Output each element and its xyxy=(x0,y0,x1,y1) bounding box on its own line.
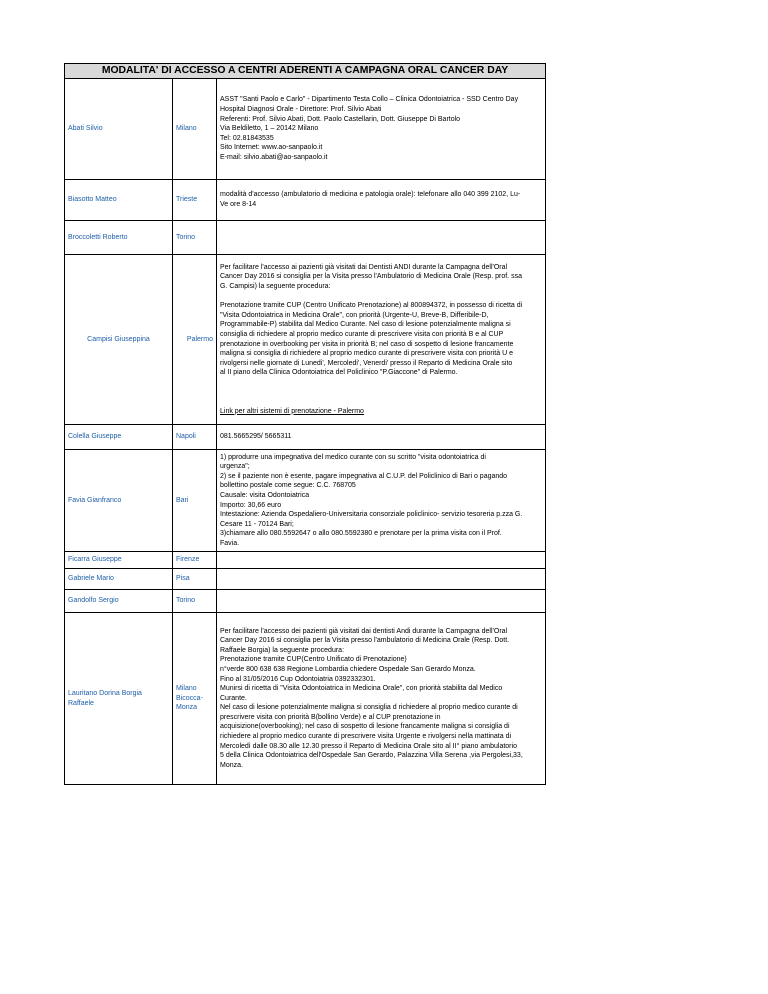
info-line: Intestazione: Azienda Ospedaliero-Universitaria consorziale policlinico- servizio tesoreria p.zza G. xyxy=(220,511,523,519)
info-line: Per facilitare l'accesso ai pazienti già visitati dai Dentisti ANDI durante la Campagna dell'Oral xyxy=(220,263,508,271)
info-line: prescrivere visita con priorità B(bollino Verde) e al CUP prenotazione in xyxy=(220,713,441,721)
info-line: rivolgersi nelle giornate di Lunedi', Mercoledi', Venerdi' presso il Reparto di Medicina Orale sito xyxy=(220,359,513,367)
booking-link[interactable]: Link per altri sistemi di prenotazione - Palermo xyxy=(220,407,364,415)
info-line: G. Campisi) la seguente procedura: xyxy=(220,282,331,290)
center-city: Torino xyxy=(173,221,217,255)
info-line: 1) pprodurre una impegnativa del medico curante con su scritto "visita odontoiatrica di xyxy=(220,453,486,461)
center-city: Torino xyxy=(173,590,217,613)
info-line: Curante. xyxy=(220,694,247,702)
doctor-name: Gandolfo Sergio xyxy=(65,590,173,613)
table-row xyxy=(65,221,546,255)
table-row xyxy=(65,79,546,180)
info-line: n°verde 800 638 638 Regione Lombardia chiedere Ospedale San Gerardo Monza. xyxy=(220,665,476,673)
info-line: Importo: 30,66 euro xyxy=(220,501,282,509)
doctor-name: Broccoletti Roberto xyxy=(65,221,173,255)
table-row xyxy=(65,450,546,552)
info-line: Cancer Day 2016 si consiglia per la Visita presso l'Ambulatorio di Medicina Orale (Resp. prof. ssa xyxy=(220,273,522,281)
table-row xyxy=(65,180,546,221)
doctor-name: Abati Silvio xyxy=(65,79,173,180)
info-line: Sito Internet: www.ao-sanpaolo.it xyxy=(220,144,323,152)
table-row xyxy=(65,569,546,590)
access-info xyxy=(217,552,546,569)
info-line: bollettino postale come segue: C.C. 768705 xyxy=(220,482,356,490)
info-line: Referenti: Prof. Silvio Abati, Dott. Paolo Castellarin, Dott. Giuseppe Di Bartolo xyxy=(220,115,461,123)
doctor-name: Colella Giuseppe xyxy=(65,425,173,450)
center-city-line: Monza xyxy=(176,704,198,712)
doctor-name: Ficarra Giuseppe xyxy=(65,552,173,569)
centers-table xyxy=(64,63,546,785)
center-city: Trieste xyxy=(173,180,217,221)
doctor-name: Lauritano Dorina Borgia Raffaele xyxy=(65,613,173,785)
info-line: Munirsi di ricetta di "Visita Odontoiatrica in Medicina Orale", con priorità stabilita dal Medico xyxy=(220,685,503,693)
doctor-name: Campisi Giuseppina xyxy=(65,255,173,425)
info-line: Favia. xyxy=(220,539,240,547)
access-info xyxy=(217,180,546,221)
access-info xyxy=(217,613,546,785)
sheet-title: MODALITA' DI ACCESSO A CENTRI ADERENTI A CAMPAGNA ORAL CANCER DAY xyxy=(65,64,546,79)
access-info xyxy=(217,221,546,255)
center-city xyxy=(173,613,217,785)
info-line: Nel caso di lesione potenzialmente maligna si consiglia d richiedere al proprio medico curante di xyxy=(220,704,518,712)
info-line: Hospital Diagnosi Orale - Direttore: Prof. Silvio Abati xyxy=(220,106,382,114)
info-line: Tel: 02.81843535 xyxy=(220,134,274,142)
info-line: Per facilitare l'accesso dei pazienti già visitati dai dentisti Andi durante la Campagna dell'Oral xyxy=(220,627,508,635)
access-info xyxy=(217,450,546,552)
access-info xyxy=(217,79,546,180)
info-line: consiglia di richiedere al proprio medico curante di prescrivere visita con priorità B e al CUP xyxy=(220,330,504,338)
info-line: 3)chiamare allo 080.5592647 o allo 080.5592380 e prenotare per la prima visita con il Prof. xyxy=(220,530,502,538)
center-city: Pisa xyxy=(173,569,217,590)
info-line: ASST "Santi Paolo e Carlo" - Dipartimento Testa Collo – Clinica Odontoiatrica - SSD Centro Day xyxy=(220,96,519,104)
info-line: prenotazione in overbooking per visita in priorità B; nel caso di sospetto di lesione francamente xyxy=(220,340,514,348)
center-city: Firenze xyxy=(173,552,217,569)
center-city: Milano xyxy=(173,79,217,180)
info-line: Mercoledì dalle 08.30 alle 12.30 presso il Reparto di Medicina Orale sito al II° piano ambulatorio xyxy=(220,742,517,750)
access-info xyxy=(217,569,546,590)
info-line: maligna si consiglia di richiedere al proprio medico curante di prescrivere visita con priorità U e xyxy=(220,350,513,358)
info-line: Causale: visita Odontoiatrica xyxy=(220,491,310,499)
info-line: Via Beldiletto, 1 – 20142 Milano xyxy=(220,125,319,133)
oral-cancer-day-sheet xyxy=(64,63,546,785)
info-line: Fino al 31/05/2016 Cup Odontoiatria 0392332301. xyxy=(220,675,376,683)
info-line: Ve ore 8-14 xyxy=(220,201,257,208)
info-line: Programmabile-P) stabilita dal Medico Curante. Nel caso di lesione potenzialmente maligna si xyxy=(220,321,511,329)
table-row xyxy=(65,552,546,569)
doctor-name: Favia Gianfranco xyxy=(65,450,173,552)
center-city-line: Milano Bicocca- xyxy=(176,685,203,702)
info-line: Monza. xyxy=(220,761,243,769)
info-line: Cesare 11 - 70124 Bari; xyxy=(220,520,294,528)
table-row xyxy=(65,255,546,425)
doctor-name: Gabriele Mario xyxy=(65,569,173,590)
title-row xyxy=(65,64,546,79)
info-line: Cancer Day 2016 si consiglia per la Visita presso l'ambulatorio di Medicina Orale (Resp. Dott. xyxy=(220,637,510,645)
info-line: Raffaele Borgia) la seguente procedura: xyxy=(220,646,345,654)
center-city: Bari xyxy=(173,450,217,552)
doctor-name: Biasotto Matteo xyxy=(65,180,173,221)
info-line: "Visita Odontoiatrica in Medicina Orale", con priorità (Urgente-U, Breve-B, Differibile-D, xyxy=(220,311,489,319)
info-line: 5 della Clinica Odontoiatrica dell'Ospedale San Gerardo, Palazzina Villa Serena ,via Pergolesi,33, xyxy=(220,752,523,760)
info-line: al II piano della Clinica Odontoiatrica del Policlinico "P.Giaccone" di Palermo. xyxy=(220,369,458,377)
info-line: richiedere al proprio medico curante di prescrivere visita Urgente e rivolgersi nella mattinata di xyxy=(220,733,512,741)
info-line: urgenza"; xyxy=(220,463,250,471)
access-info xyxy=(217,255,546,425)
table-row xyxy=(65,613,546,785)
access-info xyxy=(217,425,546,450)
info-line: Prenotazione tramite CUP (Centro Unificato Prenotazione) al 800894372, in possesso di ricetta di xyxy=(220,302,523,310)
table-row xyxy=(65,425,546,450)
table-row xyxy=(65,590,546,613)
info-line: Prenotazione tramite CUP(Centro Unificato di Prenotazione) xyxy=(220,656,407,664)
center-city: Napoli xyxy=(173,425,217,450)
info-line: modalità d'accesso (ambulatorio di medicina e patologia orale): telefonare allo 040 399 2102, Lu- xyxy=(220,191,521,199)
access-info xyxy=(217,590,546,613)
info-line: acquisizione(overbooking); nel caso di sospetto di lesione francamente maligna si consiglia di xyxy=(220,723,510,731)
center-city: Palermo xyxy=(173,255,217,425)
info-line: E-mail: silvio.abati@ao-sanpaolo.it xyxy=(220,153,328,161)
info-line: 081.5665295/ 5665311 xyxy=(220,433,292,441)
info-line: 2) se il paziente non è esente, pagare impegnativa al C.U.P. del Policlinico di Bari o pagando xyxy=(220,472,508,480)
